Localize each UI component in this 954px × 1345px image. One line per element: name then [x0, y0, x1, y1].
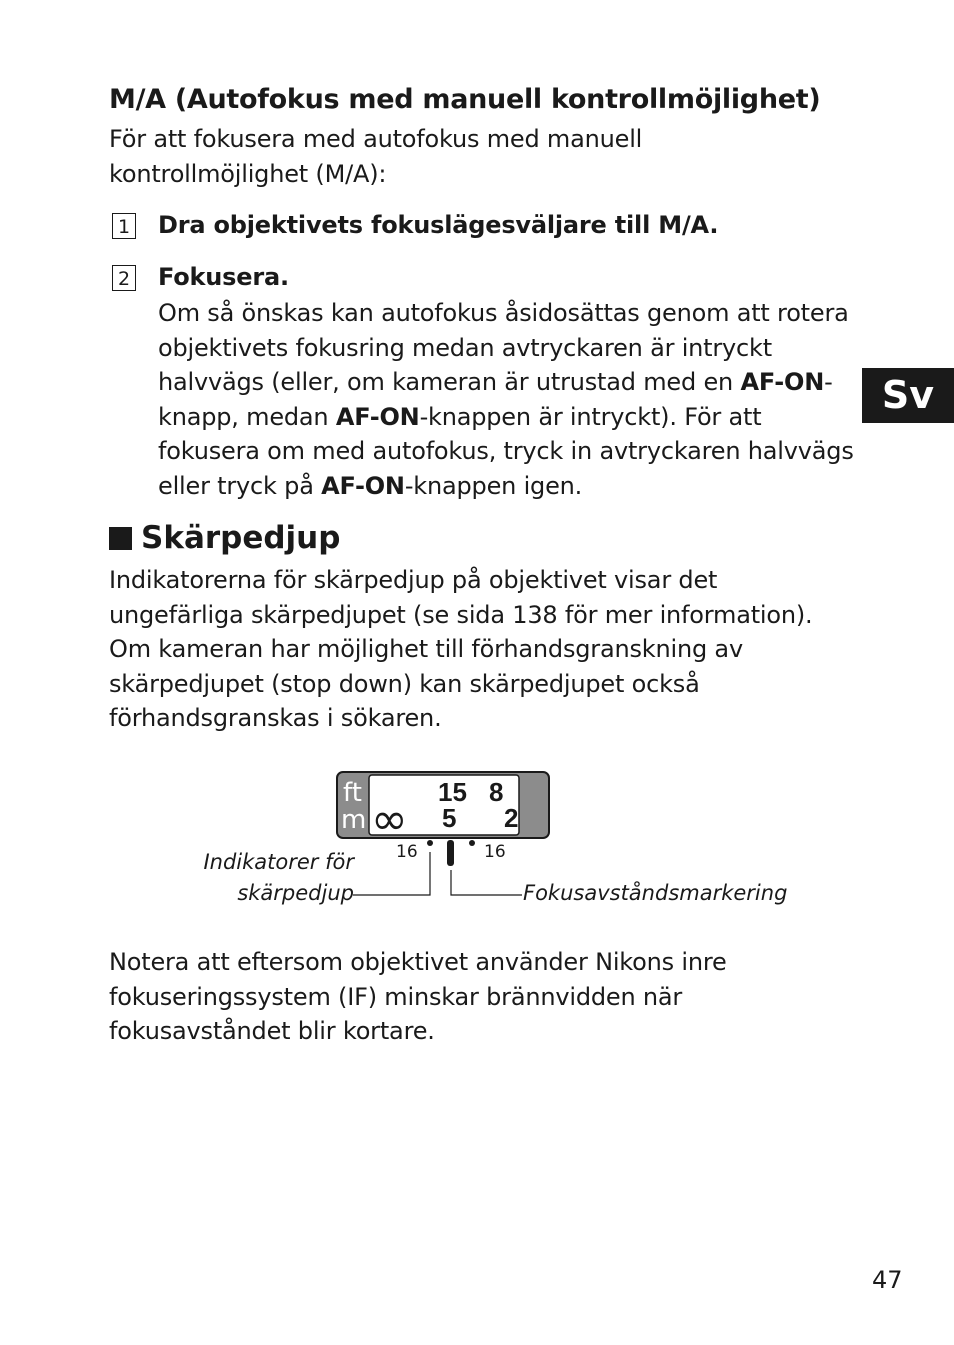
depth-body	[109, 563, 869, 736]
heading-ma: M/A (Autofokus med manuell kontrollmöjlighet)	[109, 84, 821, 115]
dof-right-16: 16	[484, 842, 506, 862]
m-scale-5: 5	[442, 803, 457, 833]
note-line: Notera att eftersom objektivet använder Nikons inre	[109, 948, 727, 976]
caption-dof-line-1: Indikatorer för	[203, 850, 354, 874]
page-number: 47	[872, 1266, 903, 1294]
af-on-label: AF-ON	[321, 471, 405, 500]
focus-distance-index	[447, 840, 454, 866]
m-scale-2: 2	[504, 803, 519, 833]
step-2-line	[158, 365, 858, 400]
heading-skarpedjup-text: Skärpedjup	[141, 520, 341, 556]
caption-focus-mark: Fokusavståndsmarkering	[523, 881, 788, 905]
text-run: halvvägs (eller, om kameran är utrustad med en	[158, 368, 741, 396]
step-2-line	[158, 400, 858, 435]
step-2-title: Fokusera.	[158, 263, 289, 291]
note-line: fokuseringssystem (IF) minskar brännvidden när	[109, 982, 683, 1011]
leader-line-focus	[451, 870, 522, 895]
intro-line: För att fokusera med autofokus med manuell	[109, 125, 643, 153]
intro-text	[109, 122, 869, 191]
text-run: -knappen igen.	[404, 471, 583, 500]
text-run: eller tryck på	[158, 471, 322, 500]
ft-scale-15: 15	[438, 777, 467, 807]
step-2-line: fokusera om med autofokus, tryck in avtryckaren halvvägs	[158, 437, 854, 465]
depth-line: skärpedjupet (stop down) kan skärpedjupet också	[109, 669, 700, 698]
dof-left-dot	[427, 840, 433, 846]
language-tab: Sv	[862, 368, 954, 423]
text-run: knapp, medan	[158, 402, 336, 431]
ft-scale-8: 8	[489, 777, 504, 807]
note-text	[109, 945, 869, 1049]
dof-right-dot	[469, 840, 475, 846]
leader-line-dof	[353, 852, 430, 895]
step-2-number: 2	[112, 265, 136, 291]
step-2-line: objektivets fokusring medan avtryckaren är intryckt	[158, 333, 772, 362]
depth-line: förhandsgranskas i sökaren.	[109, 704, 442, 732]
dof-left-16: 16	[396, 842, 418, 862]
af-on-label: AF-ON	[740, 368, 825, 396]
text-run: -	[824, 368, 833, 396]
unit-m-label: m	[341, 805, 367, 835]
depth-line: Indikatorerna för skärpedjup på objektivet visar det	[109, 566, 718, 594]
step-1-title: Dra objektivets fokuslägesväljare till M/A.	[158, 211, 719, 239]
unit-ft-label: ft	[343, 778, 362, 808]
caption-dof-line-2: skärpedjup	[237, 881, 354, 905]
step-1-number: 1	[112, 213, 136, 239]
af-on-label: AF-ON	[335, 402, 420, 431]
note-line: fokusavståndet blir kortare.	[109, 1017, 435, 1045]
text-run: -knappen är intryckt). För att	[419, 402, 762, 431]
depth-line: ungefärliga skärpedjupet (se sida 138 för mer information).	[109, 600, 813, 629]
step-2-line	[158, 469, 858, 504]
depth-line: Om kameran har möjlighet till förhandsgranskning av	[109, 635, 743, 663]
step-2-body	[158, 296, 858, 503]
square-bullet-icon	[109, 527, 132, 550]
depth-of-field-diagram	[180, 760, 800, 920]
step-2-line: Om så önskas kan autofokus åsidosättas genom att rotera	[158, 299, 849, 327]
heading-skarpedjup	[109, 520, 340, 556]
intro-line: kontrollmöjlighet (M/A):	[109, 159, 387, 188]
infinity-mark: ∞	[371, 794, 408, 845]
